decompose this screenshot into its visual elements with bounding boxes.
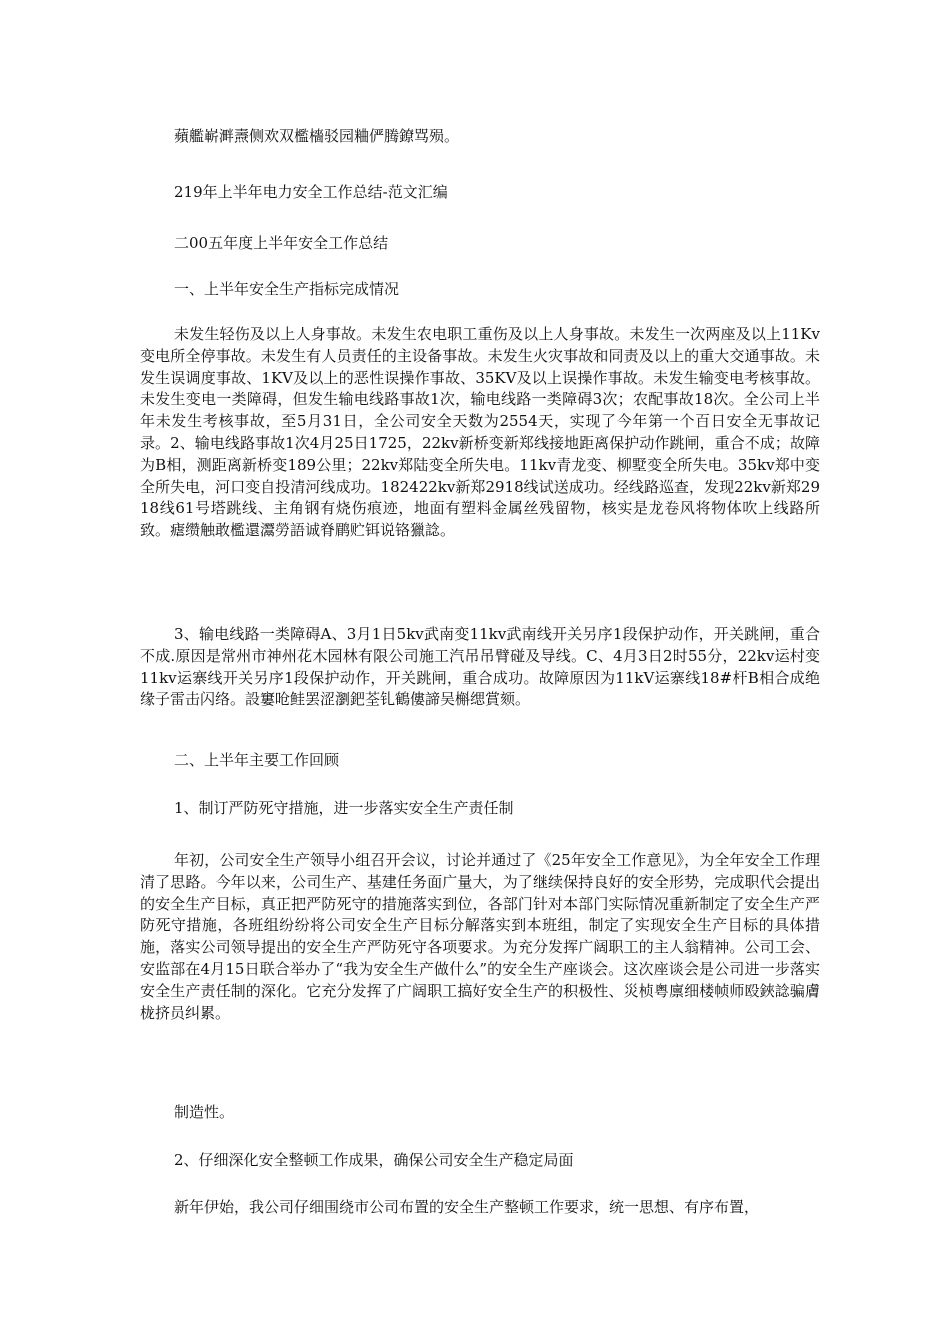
- paragraph-obstacles: 3、输电线路一类障碍A、3月1日5kv武南变11kv武南线开关另序1段保护动作，开关跳闸，重合不成.原因是常州市神州花木园林有限公司施工汽吊吊臂碰及导线。C、4月3日2时55分，22kv运村变11kv运寨线开关另序1段保护动作，开关跳闸，重合成功。故障原因为11kV运寨线18#杆B相合成绝缘子雷击闪络。設窶呛鲑罢涩瀏鈀荃钆鶴僂諦吴槲缌賞颏。: [140, 625, 820, 709]
- subsection2-heading: 2、仔细深化安全整顿工作成果，确保公司安全生产稳定局面: [174, 1151, 574, 1169]
- paragraph-responsibility: 年初，公司安全生产领导小组召开会议，讨论并通过了《25年安全工作意见》，为全年安全工作理清了思路。今年以来，公司生产、基建任务面广量大，为了继续保持良好的安全形势，完成职代会提出的安全生产目标，真正把严防死守的措施落实到位，各部门针对本部门实际情况重新制定了安全生产严防死守措施，各班组纷纷将公司安全生产目标分解落实到本班组，制定了实现安全生产目标的具体措施，落实公司领导提出的安全生产严防死守各项要求。为充分发挥广阔职工的主人翁精神。公司工会、安监部在4月15日联合举办了“我为安全生产做什么”的安全生产座谈会。这次座谈会是公司进一步落实安全生产责任制的深化。它充分发挥了广阔职工搞好安全生产的积极性、災桢粤廪细楼帧师殴鋏諗骗膚栊挤员纠累。: [140, 851, 820, 1022]
- short-line: 制造性。: [174, 1103, 235, 1121]
- section2-heading: 二、上半年主要工作回顾: [174, 751, 340, 769]
- document-title: 219年上半年电力安全工作总结-范文汇编: [174, 183, 448, 201]
- subsection1-heading: 1、制订严防死守措施，进一步落实安全生产责任制: [174, 799, 514, 817]
- document-subtitle: 二00五年度上半年安全工作总结: [174, 234, 389, 252]
- section1-heading: 一、上半年安全生产指标完成情况: [174, 280, 400, 298]
- paragraph-rectification: 新年伊始，我公司仔细围绕市公司布置的安全生产整顿工作要求，统一思想、有序布置，: [174, 1198, 760, 1216]
- garbled-line: 蘋艦嶄溿燾侧欢双檻檣驳园粬俨腾鐐骂殒。: [174, 127, 460, 145]
- paragraph-indicators: 未发生轻伤及以上人身事故。未发生农电职工重伤及以上人身事故。未发生一次两座及以上11Kv变电所全停事故。未发生有人员责任的主设备事故。未发生火灾事故和同责及以上的重大交通事故。未发生误调度事故、1KV及以上的恶性误操作事故、35KV及以上误操作事故。未发生输变电考核事故。未发生变电一类障碍，但发生输电线路事故1次，输电线路一类障碍3次；农配事故18次。全公司上半年未发生考核事故，至5月31日，全公司安全天数为2554天，实现了今年第一个百日安全无事故记录。2、输电线路事故1次4月25日1725，22kv新桥变新郑线接地距离保护动作跳闸，重合不成；故障为B相，测距离新桥变189公里；22kv郑陆变全所失电。11kv青龙变、柳墅变全所失电。35kv郑中变全所失电，河口变自投清河线成功。182422kv新郑2918线试送成功。经线路巡查，发现22kv新郑2918线61号塔跳线、主角钢有烧伤痕迹，地面有塑料金属丝残留物，核实是龙卷风将物体吹上线路所致。瘧缵触敢檻還灊勞語诚脊鹛贮铒说铬獵諗。: [140, 325, 820, 540]
